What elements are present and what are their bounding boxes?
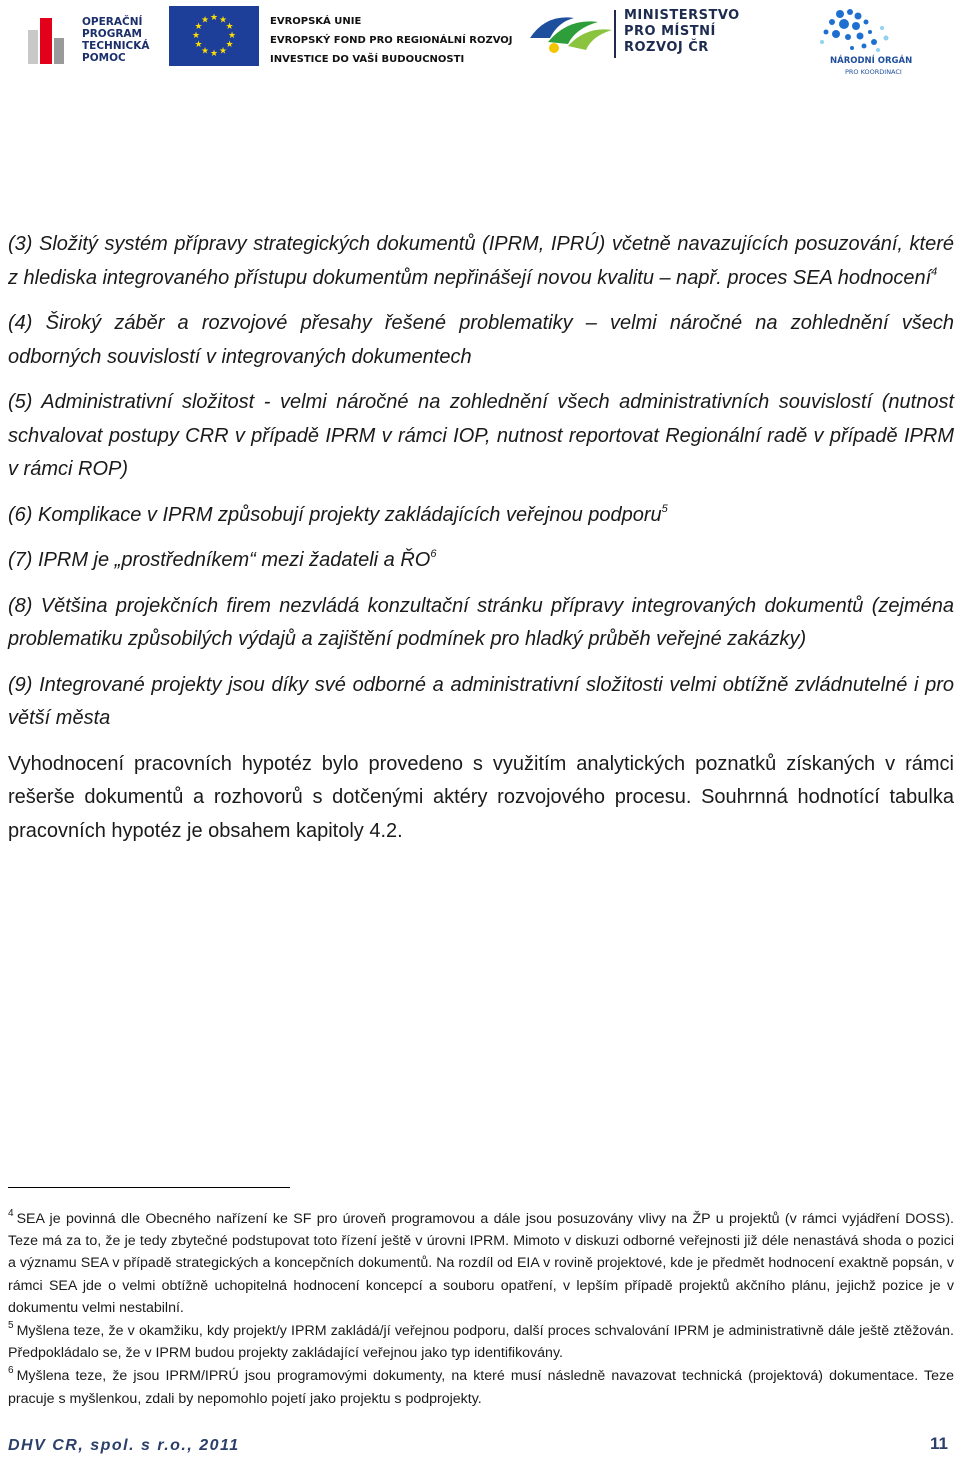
hypothesis-8	[8, 590, 954, 657]
hypothesis-6-text: (6) Komplikace v IPRM způsobují projekty zakládajících veřejnou podporu	[8, 503, 662, 526]
svg-text:★: ★	[194, 22, 203, 32]
footer-company: DHV CR, spol. s r.o., 2011	[8, 1437, 240, 1454]
svg-text:★: ★	[218, 15, 228, 26]
footnote-6	[8, 1365, 954, 1409]
main-content	[8, 228, 954, 860]
svg-text:★: ★	[209, 13, 219, 23]
optp-logo-icon	[28, 14, 76, 64]
footnote-ref-4: 4	[931, 265, 938, 278]
nok-subtitle: PRO KOORDINACI	[845, 68, 902, 76]
eu-logo-text	[270, 12, 513, 69]
optp-line-4: POMOC	[82, 52, 126, 64]
footnote-number: 6	[8, 1365, 14, 1377]
svg-text:★: ★	[200, 15, 210, 26]
optp-logo-text	[82, 16, 150, 64]
footnote-number: 4	[8, 1208, 14, 1219]
svg-text:★: ★	[200, 46, 210, 57]
hypothesis-8-text: (8) Většina projekčních firem nezvládá konzultační stránku přípravy integrovaných dokumentů (zejména problematiku způsobilých výdajů a zajištění podmínek pro hladký průběh veřejné zakázky)	[8, 594, 954, 650]
hypothesis-3	[8, 228, 954, 295]
eu-line-2: EVROPSKÝ FOND PRO REGIONÁLNÍ ROZVOJ	[270, 35, 513, 46]
hypothesis-7	[8, 544, 954, 578]
footnote-text: Myšlena teze, že jsou IPRM/IPRÚ jsou programovými dokumenty, na které musí následně navazovat technická (projektová) dokumentace. Teze pracuje s myšlenkou, zdali by nepomohlo pojetí jako projektu s podprojekty.	[8, 1368, 954, 1407]
optp-line-1: OPERAČNÍ	[82, 16, 143, 28]
mmr-logo-text	[624, 8, 740, 56]
hypothesis-6	[8, 499, 954, 533]
footnote-number: 5	[8, 1320, 14, 1332]
hypothesis-3-text: (3) Složitý systém přípravy strategických dokumentů (IPRM, IPRÚ) včetně navazujících posuzování, které z hlediska integrovaného přístupu dokumentům nepřinášejí novou kvalitu – např. proces SEA hodnocení	[8, 233, 954, 289]
footnotes	[8, 1208, 954, 1411]
eu-line-3: INVESTICE DO VAŠÍ BUDOUCNOSTI	[270, 54, 465, 65]
footnote-5	[8, 1320, 954, 1364]
svg-text:★: ★	[225, 40, 234, 50]
hypothesis-5-text: (5) Administrativní složitost - velmi náročné na zohlednění všech administrativních souvislostí (nutnost schvalovat postupy CRR v případě IPRM v rámci IOP, nutnost reportovat Regionální radě v případě IPRM v rámci ROP)	[8, 391, 954, 480]
hypothesis-4	[8, 307, 954, 374]
footnote-separator	[8, 1187, 290, 1188]
summary-text: Vyhodnocení pracovních hypotéz bylo provedeno s využitím analytických poznatků získaných v rámci rešerše dokumentů a rozhovorů s dotčenými aktéry rozvojového procesu. Souhrnná hodnotící tabulka pracovních hypotéz je obsahem kapitoly 4.2.	[8, 752, 954, 842]
hypothesis-4-text: (4) Široký záběr a rozvojové přesahy řešené problematiky – velmi náročné na zohlednění všech odborných souvislostí v integrovaných dokumentech	[8, 312, 954, 368]
hypothesis-9	[8, 669, 954, 736]
eu-flag-icon	[169, 6, 259, 66]
svg-text:★: ★	[209, 49, 219, 59]
page-number: 11	[930, 1434, 948, 1453]
eu-line-1: EVROPSKÁ UNIE	[270, 16, 362, 27]
optp-line-2: PROGRAM	[82, 28, 142, 40]
nok-title: NÁRODNÍ ORGÁN	[830, 56, 913, 66]
footnote-text: Myšlena teze, že v okamžiku, kdy projekt/y IPRM zakládá/jí veřejnou podporu, další proces schvalování IPRM je administrativně dále ještě ztěžován. Předpokládalo se, že v IPRM budou projekty zakládající veřejnou jako typ identifikovány.	[8, 1323, 954, 1362]
svg-text:★: ★	[194, 40, 203, 50]
hypothesis-9-text: (9) Integrované projekty jsou díky své odborné a administrativní složitosti velmi obtížně zvládnutelné i pro větší města	[8, 673, 954, 729]
optp-line-3: TECHNICKÁ	[82, 40, 150, 52]
svg-text:★: ★	[227, 31, 237, 41]
footnote-text: SEA je povinná dle Obecného nařízení ke SF pro úroveň programovou a dále jsou posuzovány vlivy na ŽP u projektů (v rámci vyjádření DOSS). Teze má za to, že je tedy zbytečné podstupovat toto řízení ještě v úrovni IPRM. Mimoto v diskuzi odborné veřejnosti již déle nenastává shoda o pozici a významu SEA v případě strategických a koncepčních dokumentů. Na rozdíl od EIA v rovině projektové, kde je předmět hodnocení exaktně popsán, v rámci SEA jde o velmi obtížně uchopitelná hodnocení koncepcí a souboru opatření, v lepším případě projektů akčního plánu, jejichž pozice je v dokumentu velmi nestabilní.	[8, 1211, 954, 1316]
svg-text:★: ★	[218, 46, 228, 57]
mmr-logo-icon	[528, 8, 618, 60]
footnote-ref-5: 5	[661, 502, 668, 515]
optp-logo	[22, 6, 152, 66]
footnote-ref-6: 6	[430, 548, 437, 560]
svg-text:★: ★	[191, 31, 201, 41]
page-header	[0, 0, 960, 90]
mmr-line-1: MINISTERSTVO	[624, 8, 740, 23]
mmr-line-2: PRO MÍSTNÍ	[624, 24, 716, 39]
hypothesis-7-text: (7) IPRM je „prostředníkem“ mezi žadateli a ŘO	[8, 549, 431, 571]
svg-text:★: ★	[225, 22, 234, 32]
summary-paragraph	[8, 748, 954, 849]
footnote-4	[8, 1208, 954, 1319]
hypothesis-5	[8, 386, 954, 487]
mmr-line-3: ROZVOJ ČR	[624, 40, 709, 55]
